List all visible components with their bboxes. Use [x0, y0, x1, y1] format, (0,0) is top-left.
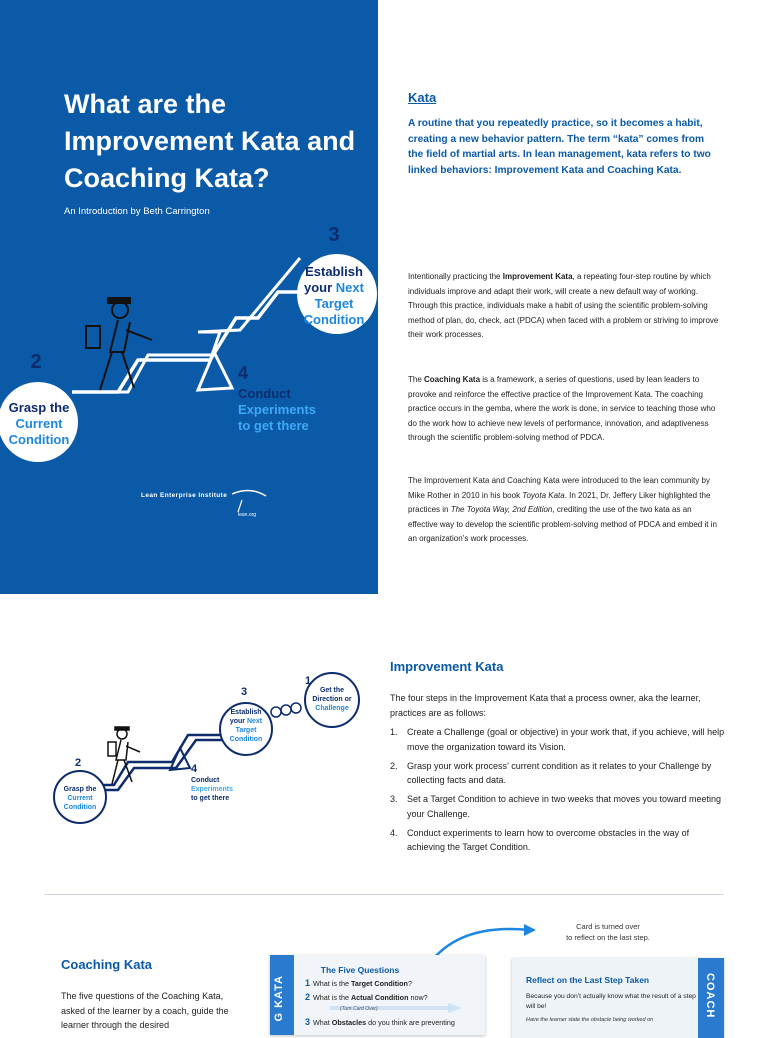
card-note: Card is turned over to reflect on the last step.: [566, 922, 650, 942]
improvement-steps-list: [390, 725, 725, 859]
paragraph-improvement-kata: Intentionally practicing the Improvement Kata, a repeating four-step routine by which individuals improve and adapt their work, will create a new default way of working. Through this practice, individuals make a habit of using the scientific problem-solving method of plan, do, check, act (PDCA) when faced with a problem or striving to improve their work processes.: [408, 272, 719, 339]
step3-label: Target: [314, 296, 354, 311]
step4-number: 4: [238, 363, 249, 383]
turn-card-note: (Turn Card Over): [340, 1006, 378, 1012]
question-3: 3 What Obstacles do you think are preventing: [305, 1017, 455, 1027]
step2-label: Current: [15, 416, 63, 431]
list-item: 1. Create a Challenge (goal or objective) in your work that, if you achieve, will help move the organization toward its Vision.: [390, 727, 725, 752]
step3-label: Establish: [230, 709, 262, 716]
card-note: Have the learner state the obstacle being worked on: [526, 1017, 654, 1023]
coaching-kata-heading: Coaching Kata: [61, 957, 153, 972]
walking-person-icon: [86, 298, 152, 390]
card-title: Reflect on the Last Step Taken: [526, 975, 650, 985]
kata-heading: Kata: [408, 90, 437, 105]
card-title: The Five Questions: [320, 965, 400, 975]
cover-title: What are the Improvement Kata and Coaching Kata?: [64, 89, 356, 193]
step1-label: Get the: [319, 687, 345, 694]
step4-label: Conduct: [238, 386, 291, 401]
step1-label: Direction or: [312, 696, 352, 703]
step1-number: 1: [305, 675, 312, 687]
walking-person-icon: [108, 727, 140, 784]
logo-name: Lean Enterprise Institute: [141, 492, 228, 499]
chain-icon: [271, 703, 301, 717]
improvement-kata-intro: The four steps in the Improvement Kata that a process owner, aka the learner, practices are as follows:: [390, 693, 701, 718]
staircase-line: [72, 292, 300, 392]
step4-label: Experiments: [238, 402, 317, 417]
step3-label: Establish: [305, 264, 363, 279]
step3-label: your Next: [304, 280, 364, 295]
step3-label: Condition: [303, 312, 365, 327]
step3-label: your Next: [229, 718, 263, 725]
section-divider: [44, 894, 724, 895]
card-text: Because you don’t actually know what the result of a step will be!: [526, 993, 696, 1010]
list-item: 4. Conduct experiments to learn how to overcome obstacles in the way of achieving the Target Condition.: [390, 827, 690, 852]
question-1: 1 What is the Target Condition?: [305, 978, 412, 988]
step2-label: Grasp the: [63, 786, 97, 793]
step4-label: Conduct: [191, 777, 220, 784]
card-band: G KATA: [270, 955, 294, 1035]
step4-label: to get there: [191, 795, 230, 802]
list-item: 3. Set a Target Condition to achieve in two weeks that moves you toward meeting your Challenge.: [390, 794, 722, 819]
step2-label: Grasp the: [8, 400, 70, 415]
step2-label: Condition: [8, 432, 70, 447]
step2-number: 2: [30, 351, 42, 373]
staircase-line: [88, 258, 300, 392]
card-band: COACH: [698, 958, 724, 1038]
list-item: 2. Grasp your work process’ current condition as it relates to your Challenge by collecting facts and data.: [390, 760, 712, 785]
kata-definition: A routine that you repeatedly practice, so it becomes a habit, creating a new behavior pattern. The term “kata” comes from the field of martial arts. In lean management, kata refers to two linked behaviors: Improvement Kata and Coaching Kata.: [408, 118, 711, 176]
improvement-kata-diagram: [40, 660, 370, 870]
step4-label: Experiments: [191, 786, 234, 793]
kata-staircase-illustration: [0, 220, 378, 520]
step3-label: Target: [235, 727, 257, 734]
step4-number: 4: [191, 763, 198, 775]
coaching-kata-text: The five questions of the Coaching Kata, asked of the learner by a coach, guide the learner through the desired: [61, 991, 229, 1030]
paragraph-history: The Improvement Kata and Coaching Kata were introduced to the lean community by Mike Rother in 2010 in his book Toyota Kata. In 2021, Dr. Jeffery Liker highlighted the practices in The Toyota Way, 2nd Edition, crediting the use of the two kata as an effective way to develop the scientific problem-solving method of PDCA and embed it in an organization’s work processes.: [408, 476, 717, 543]
step3-number: 3: [328, 224, 340, 246]
step3-label: Condition: [229, 736, 263, 743]
step3-number: 3: [240, 686, 248, 698]
cover-subtitle: An Introduction by Beth Carrington: [64, 206, 210, 217]
step2-number: 2: [74, 757, 82, 769]
step4-label: to get there: [238, 418, 309, 433]
step2-label: Current: [67, 795, 93, 802]
improvement-kata-heading: Improvement Kata: [390, 659, 504, 674]
lei-logo-icon: [232, 490, 266, 496]
cover-panel: [0, 0, 378, 594]
cycle-arrow: [198, 352, 232, 390]
question-2: 2 What is the Actual Condition now?: [305, 992, 428, 1002]
step2-label: Condition: [63, 804, 97, 811]
logo-url: lean.org: [238, 512, 257, 518]
paragraph-coaching-kata: The Coaching Kata is a framework, a series of questions, used by lean leaders to provoke and reinforce the effective practice of the Improvement Kata. The coaching practice occurs in the gemba, where the work is done, in service to teaching those who do the work how to achieve new levels of performance, innovation, and adaptiveness through the scientific problem-solving method of PDCA.: [408, 375, 716, 442]
step1-label: Challenge: [315, 705, 349, 712]
